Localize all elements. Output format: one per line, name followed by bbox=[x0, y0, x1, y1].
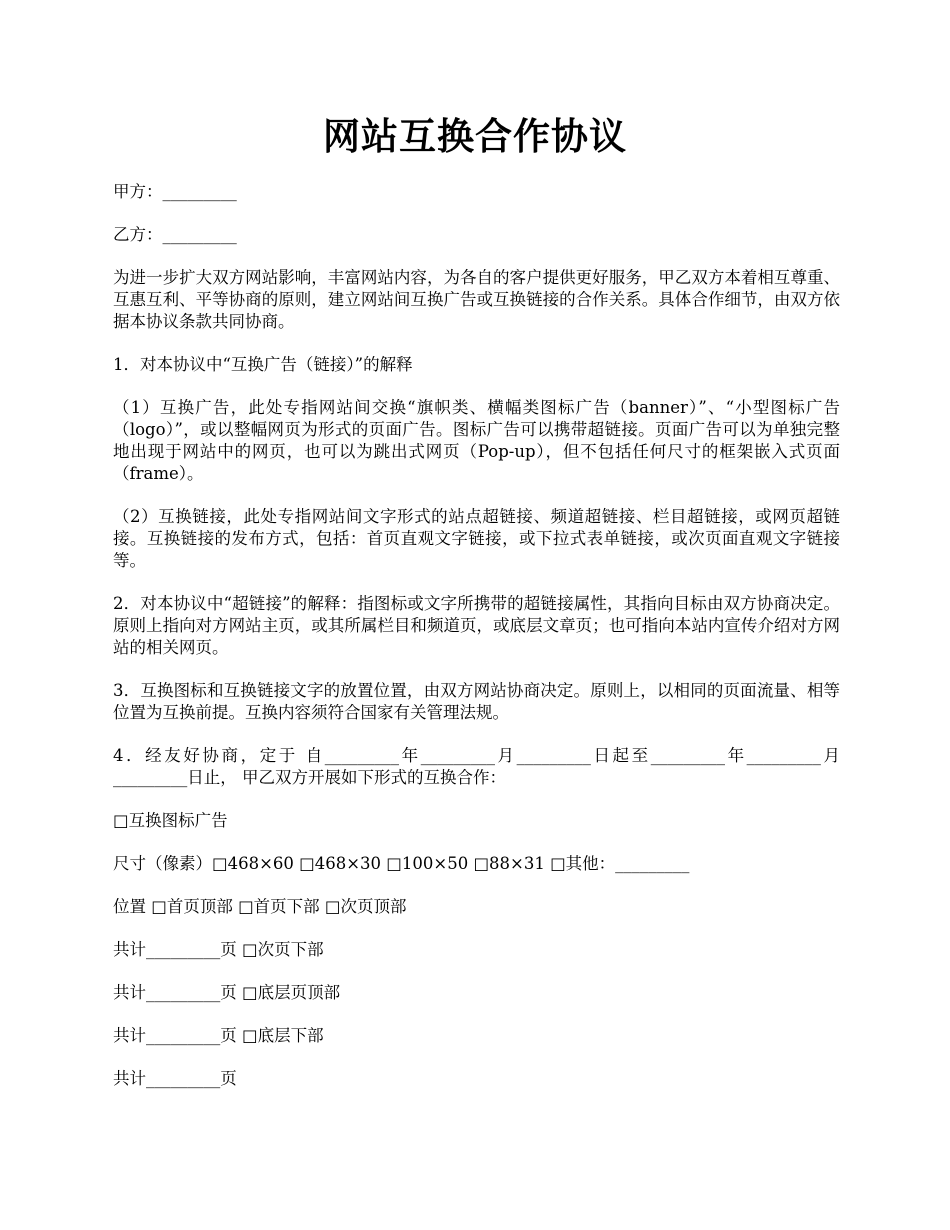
option-icon-ad: □互换图标广告 bbox=[113, 811, 228, 830]
position-options-line: 位置 □首页顶部 □首页下部 □次页顶部 bbox=[113, 897, 407, 916]
section-4-paragraph: 4．经友好协商，定于 自_________年_________月_________日起至_________年_________月_________日止， 甲乙双方开展如下形式的互换合作： bbox=[113, 746, 840, 787]
total-pages-line: 共计_________页 bbox=[113, 1069, 237, 1088]
section-1-item-1: （1）互换广告，此处专指网站间交换“旗帜类、横幅类图标广告（banner）”、“小型图标广告（logo）”，或以整幅网页为形式的页面广告。图标广告可以携带超链接。页面广告可以为单独完整地出现于网站中的网页，也可以为跳出式网页（Pop-up），但不包括任何尺寸的框架嵌入式页面（frame）。 bbox=[113, 398, 840, 483]
section-3-paragraph: 3．互换图标和互换链接文字的放置位置，由双方网站协商决定。原则上，以相同的页面流量、相等位置为互换前提。互换内容须符合国家有关管理法规。 bbox=[113, 681, 840, 722]
party-b-line: 乙方：_________ bbox=[113, 225, 237, 244]
total-pages-line: 共计_________页 □底层下部 bbox=[113, 1026, 324, 1045]
document-title: 网站互换合作协议 bbox=[323, 114, 627, 158]
total-pages-line: 共计_________页 □次页下部 bbox=[113, 940, 324, 959]
section-1-item-2: （2）互换链接，此处专指网站间文字形式的站点超链接、频道超链接、栏目超链接，或网页超链接。互换链接的发布方式，包括：首页直观文字链接，或下拉式表单链接，或次页面直观文字链接等。 bbox=[113, 507, 840, 570]
section-1-heading: 1．对本协议中“互换广告（链接）”的解释 bbox=[113, 355, 413, 374]
size-options-line: 尺寸（像素）□468×60 □468×30 □100×50 □88×31 □其他：_________ bbox=[113, 854, 690, 873]
party-a-line: 甲方：_________ bbox=[113, 182, 237, 201]
intro-paragraph: 为进一步扩大双方网站影响，丰富网站内容，为各自的客户提供更好服务，甲乙双方本着相互尊重、互惠互利、平等协商的原则，建立网站间互换广告或互换链接的合作关系。具体合作细节，由双方依据本协议条款共同协商。 bbox=[113, 268, 840, 331]
document-body bbox=[113, 181, 840, 1111]
total-pages-line: 共计_________页 □底层页顶部 bbox=[113, 983, 341, 1002]
section-2-paragraph: 2．对本协议中“超链接”的解释：指图标或文字所携带的超链接属性，其指向目标由双方协商决定。原则上指向对方网站主页，或其所属栏目和频道页，或底层文章页；也可指向本站内宣传介绍对方网站的相关网页。 bbox=[113, 594, 840, 657]
